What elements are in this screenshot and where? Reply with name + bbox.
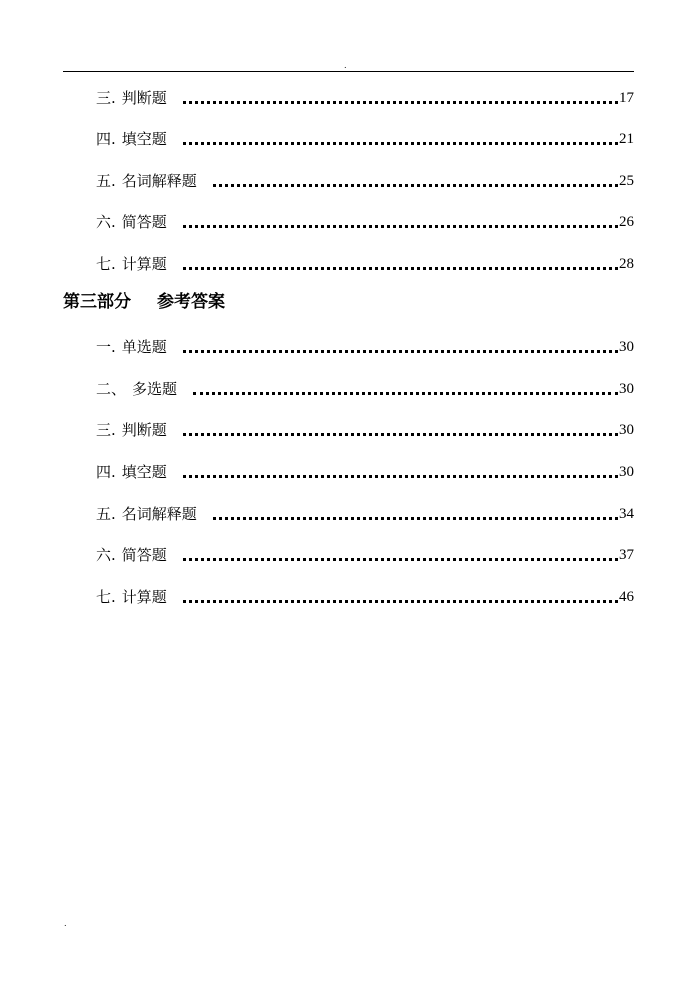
toc-entry-number: 三. <box>96 89 116 107</box>
toc-dot-leader <box>213 184 618 187</box>
header-rule <box>63 71 634 72</box>
toc-entry-page-number: 30 <box>619 422 634 438</box>
toc-entry-part3-term-explanation[interactable] <box>96 499 634 523</box>
toc-dot-leader <box>183 142 618 145</box>
toc-entry-number: 七. <box>96 588 116 606</box>
toc-entry-title: 简答题 <box>121 213 167 231</box>
toc-entry-page-number: 26 <box>619 214 634 230</box>
toc-entry-title: 计算题 <box>121 588 167 606</box>
toc-entry-title: 判断题 <box>121 89 167 107</box>
toc-entry-title: 计算题 <box>121 255 167 273</box>
toc-entry-part3-fill-blank[interactable] <box>96 457 634 481</box>
toc-entry-title: 多选题 <box>132 380 178 398</box>
toc-dot-leader <box>183 267 618 270</box>
toc-entry-page-number: 46 <box>619 589 634 605</box>
toc-entry-number: 一. <box>96 338 116 356</box>
toc-dot-leader <box>183 225 618 228</box>
toc-entry-part3-multiple-choice[interactable] <box>96 374 634 398</box>
toc-entry-title: 填空题 <box>121 130 167 148</box>
toc-entry-page-number: 28 <box>619 256 634 272</box>
toc-entry-part3-single-choice[interactable] <box>96 332 634 356</box>
toc-dot-leader <box>183 350 618 353</box>
toc-entry-number: 四. <box>96 130 116 148</box>
toc-dot-leader <box>183 433 618 436</box>
toc-entry-number: 五. <box>96 172 116 190</box>
toc-entry-number: 六. <box>96 213 116 231</box>
toc-dot-leader <box>193 392 618 395</box>
toc-entry-page-number: 34 <box>619 506 634 522</box>
header-dot: . <box>344 61 347 70</box>
toc-entry-title: 简答题 <box>121 546 167 564</box>
toc-entry-title: 名词解释题 <box>121 172 197 190</box>
toc-entry-number: 七. <box>96 255 116 273</box>
toc-entry-number: 二、 <box>96 380 127 398</box>
toc-entry-page-number: 17 <box>619 90 634 106</box>
toc-entry-page-number: 21 <box>619 131 634 147</box>
toc-entry-number: 五. <box>96 505 116 523</box>
toc-entry-page-number: 25 <box>619 173 634 189</box>
part3-heading[interactable] <box>63 290 225 314</box>
toc-entry-number: 六. <box>96 546 116 564</box>
toc-entry-part3-calculation[interactable] <box>96 582 634 606</box>
toc-entry-title: 判断题 <box>121 421 167 439</box>
toc-dot-leader <box>213 517 618 520</box>
toc-dot-leader <box>183 475 618 478</box>
toc-entry-part3-judgment[interactable] <box>96 415 634 439</box>
toc-entry-page-number: 37 <box>619 547 634 563</box>
toc-dot-leader <box>183 600 618 603</box>
toc-entry-part2-term-explanation[interactable] <box>96 166 634 190</box>
toc-dot-leader <box>183 101 618 104</box>
toc-entry-page-number: 30 <box>619 381 634 397</box>
toc-entry-part2-short-answer[interactable] <box>96 207 634 231</box>
footer-dot: . <box>64 919 67 928</box>
toc-entry-number: 三. <box>96 421 116 439</box>
toc-entry-title: 填空题 <box>121 463 167 481</box>
toc-entry-title: 单选题 <box>121 338 167 356</box>
toc-entry-part2-calculation[interactable] <box>96 249 634 273</box>
toc-entry-part2-judgment[interactable] <box>96 83 634 107</box>
toc-entry-title: 名词解释题 <box>121 505 197 523</box>
toc-entry-part3-short-answer[interactable] <box>96 540 634 564</box>
part3-title: 参考答案 <box>157 292 225 312</box>
toc-entry-page-number: 30 <box>619 339 634 355</box>
toc-entry-page-number: 30 <box>619 464 634 480</box>
part3-label: 第三部分 <box>63 292 131 312</box>
toc-dot-leader <box>183 558 618 561</box>
toc-entry-part2-fill-blank[interactable] <box>96 124 634 148</box>
toc-entry-number: 四. <box>96 463 116 481</box>
